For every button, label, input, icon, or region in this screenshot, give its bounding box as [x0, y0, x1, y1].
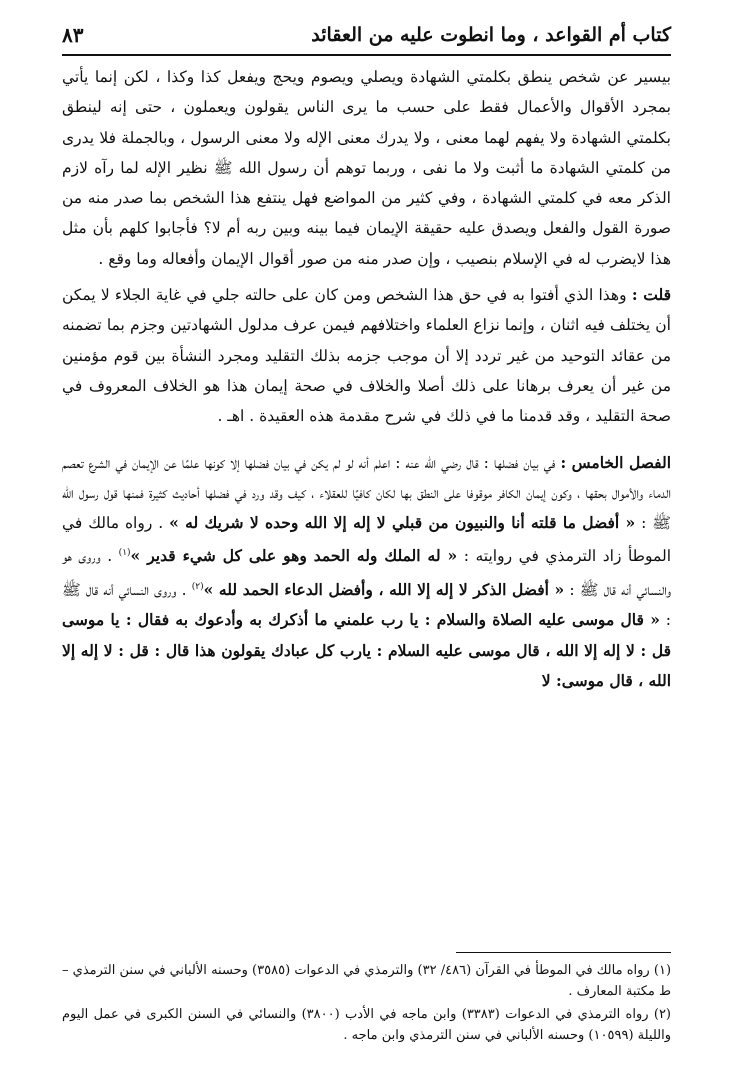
paragraph-text: بيسير عن شخص ينطق بكلمتي الشهادة ويصلي ويصوم ويحج ويفعل كذا وكذا ، لكن إنما يأتي بمجرد الأقوال والأعمال فقط على حسب ما يرى الناس يقولون ويعملون ، حتى إنه لينطق بكلمتي الشهادة ولا يفهم لهما معنى ، ولا يدرك معنى الإله ولا معنى الرسول ، وبالجملة فلا يدرى من كلمتي الشهادة ما أثبت ولا ما نفى ، وربما توهم أن رسول الله ﷺ نظير الإله لما رآه لازم الذكر معه في كلمتي الشهادة ، وفي كثير من المواضع فهل ينتفع هذا الشخص بما صدر منه من صورة القول والفعل ويصدق عليه حقيقة الإيمان فيما بينه وبين ربه أم لا؟ فأجابوا كلهم بأن مثل هذا لايضرب له في الإسلام بنصيب ، وإن صدر منه من صور أقوال الإيمان وأفعاله وما وقع . — [62, 68, 671, 268]
paragraph-lead: قلت : — [631, 285, 671, 305]
header-title: كتاب أم القواعد ، وما انطوت عليه من العقائد — [311, 24, 671, 46]
hadith-quote: « أفضل الذكر لا إله إلا الله ، وأفضل الدعاء الحمد لله » — [203, 580, 565, 600]
paragraph-2 — [62, 280, 671, 431]
hadith-quote: « قال موسى عليه الصلاة والسلام : يا رب علمني ما أذكرك به وأدعوك به فقال : يا موسى قل : لا إله إلا الله ، قال موسى عليه السلام : يارب كل عبادك يقولون هذا قال : قل : لا إله إلا الله ، قال موسى: لا — [62, 610, 671, 690]
footnote-2: (٢) رواه الترمذي في الدعوات (٣٣٨٣) وابن ماجه في الأدب (٣٨٠٠) والنسائي في السنن الكبرى في عمل اليوم والليلة (١٠٥٩٩) وحسنه الألباني في سنن الترمذي وابن ماجه . — [62, 1007, 671, 1043]
footnote-rule — [456, 952, 671, 953]
paragraph-text: . وروى هو والنسائي أنه قال ﷺ : — [62, 547, 672, 600]
main-text — [62, 62, 671, 696]
header-rule — [62, 54, 671, 56]
section-heading: الفصل الخامس : — [560, 452, 672, 472]
paragraph-text: في بيان فضلها : قال رضي الله عنه : اعلم أنه لو لم يكن في بيان فضلها إلا كونها علمًا عن الإيمان في الشرع تعصم الدماء والأموال بحقها ، وكون إيمان الكافر موقوفا على النطق بها لكان كافيًا للعقلاء ، كيف وقد ورد في فضلها أحاديث كثيرة فمنها قول رسول الله ﷺ : — [62, 453, 672, 533]
footnote-1: (١) رواه مالك في الموطأ في القرآن (٤٨٦/ ٣٢) والترمذي في الدعوات (٣٥٨٥) وحسنه الألباني في سنن الترمذي – ط مكتبة المعارف . — [62, 963, 672, 999]
running-header — [62, 18, 671, 52]
paragraph-text: . وروى النسائي أنه قال ﷺ : — [62, 581, 671, 630]
footnotes — [62, 960, 671, 1048]
hadith-quote: « له الملك وله الحمد وهو على كل شيء قدير » — [130, 546, 458, 566]
page-number: ٨٣ — [62, 23, 84, 47]
footnote-ref: (١) — [118, 548, 131, 559]
footnote-ref: (٢) — [191, 581, 204, 592]
hadith-quote: « أفضل ما قلته أنا والنبيون من قبلي لا إله إلا الله وحده لا شريك له » — [169, 513, 636, 533]
paragraph-1 — [62, 62, 671, 274]
paragraph-3 — [62, 448, 671, 697]
paragraph-text: . رواه مالك في الموطأ زاد الترمذي في روايته : — [62, 514, 672, 566]
paragraph-text: وهذا الذي أفتوا به في حق هذا الشخص ومن كان على حالته جلي في غاية الجلاء لا يمكن أن يختلف فيه اثنان ، وإنما نزاع العلماء واختلافهم فيمن عرف مدلول الشهادتين وجزم بما تضمنه من عقائد التوحيد من غير تردد إلا أن موجب جزمه بذلك التقليد ومجرد النشأة بين قوم مؤمنين من غير أن يعرف برهانا على ذلك أصلا والخلاف في صحة إيمان هذا هو الخلاف المعروف في صحة التقليد ، وقد قدمنا ما في ذلك في شرح مقدمة هذه العقيدة . اهـ . — [62, 286, 671, 426]
